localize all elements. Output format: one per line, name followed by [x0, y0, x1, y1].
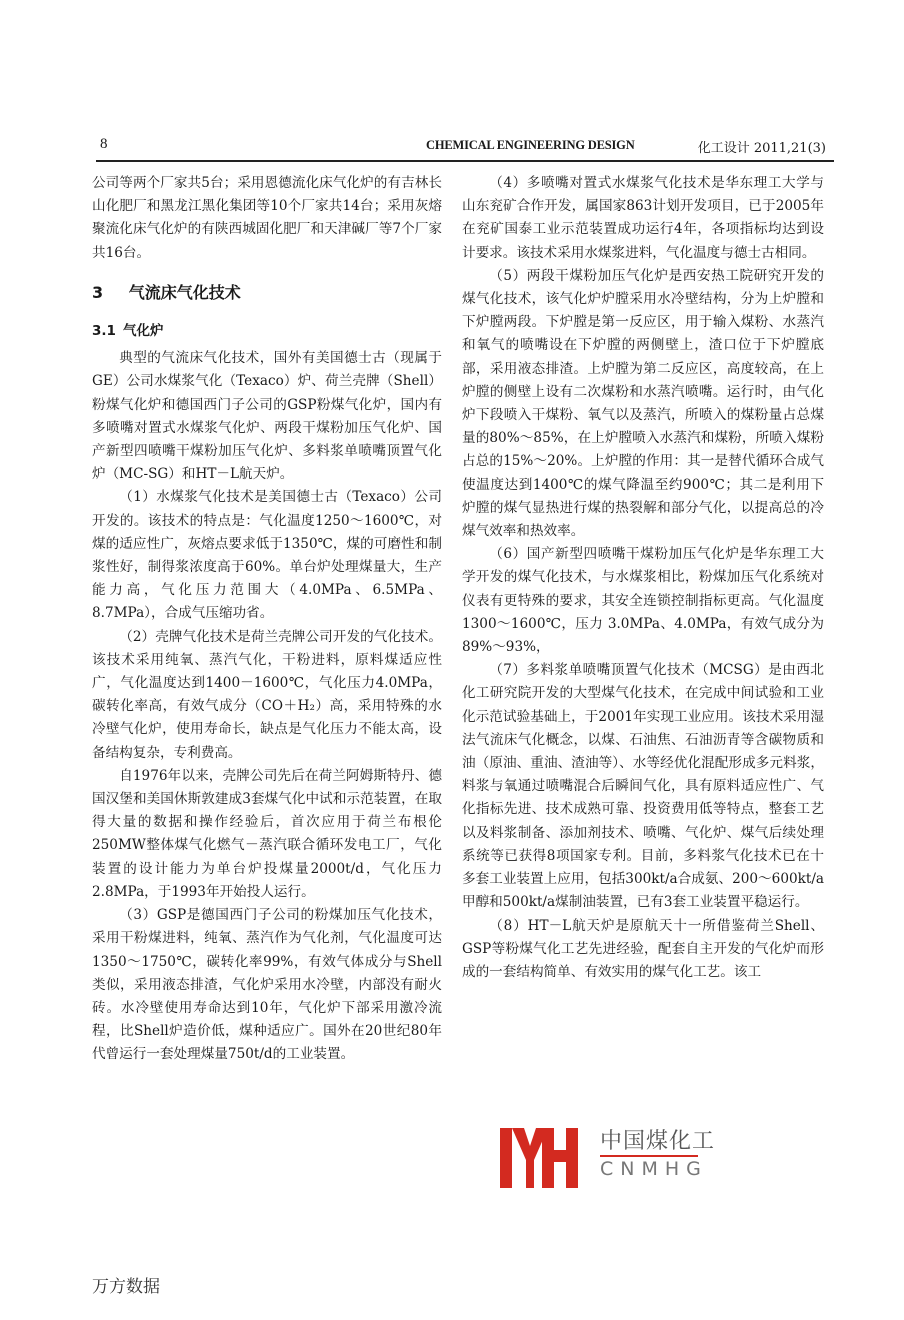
- paragraph: （3）GSP是德国西门子公司的粉煤加压气化技术，采用干粉煤进料，纯氧、蒸汽作为气化剂，气化温度可达1350～1750℃，碳转化率99%，有效气体成分与Shell类似，采用液态排渣，气化炉采用水冷壁，内部没有耐火砖。水冷壁使用寿命达到10年，气化炉下部采用激冷流程，比Shell炉造价低，煤种适应广。国外在20世纪80年代曾运行一套处理煤量750t/d的工业装置。: [92, 907, 442, 1063]
- mh-logo-icon: [500, 1128, 578, 1188]
- watermark-underline: [600, 1155, 698, 1157]
- paragraph: 典型的气流床气化技术，国外有美国德士古（现属于GE）公司水煤浆气化（Texaco）炉、荷兰壳牌（Shell）粉煤气化炉和德国西门子公司的GSP粉煤气化炉，国内有多喷嘴对置式水煤浆气化炉、两段干煤粉加压气化炉、国产新型四喷嘴干煤粉加压气化炉、多料浆单喷嘴顶置气化炉（MC-SG）和HT－L航天炉。: [92, 350, 442, 483]
- left-column: [92, 172, 442, 1067]
- paragraph: （8）HT－L航天炉是原航天十一所借鉴荷兰Shell、GSP等粉煤气化工艺先进经验，配套自主开发的气化炉而形成的一套结构简单、有效实用的煤气化工艺。该工: [462, 917, 824, 980]
- paragraph: （4）多喷嘴对置式水煤浆气化技术是华东理工大学与山东兖矿合作开发，属国家863计划开发项目，已于2005年在兖矿国泰工业示范装置成功运行4年，各项指标均达到设计要求。该技术采用水煤浆进料，气化温度与德士古相同。: [462, 175, 824, 261]
- page-number: 8: [100, 136, 108, 152]
- paragraph: （5）两段干煤粉加压气化炉是西安热工院研究开发的煤气化技术，该气化炉炉膛采用水冷壁结构，分为上炉膛和下炉膛两段。下炉膛是第一反应区，用于输入煤粉、水蒸汽和氧气的喷嘴设在下炉膛的两侧壁上，渣口位于下炉膛底部，采用液态排渣。上炉膛为第二反应区，高度较高，在上炉膛的侧壁上设有二次煤粉和水蒸汽喷嘴。运行时，由气化炉下段喷入干煤粉、氧气以及蒸汽，所喷入的煤粉量占总煤量的80%～85%，在上炉膛喷入水蒸汽和煤粉，所喷入煤粉占总的15%～20%。上炉膛的作用：其一是替代循环合成气使温度达到1400℃的煤气降温至约900℃；其二是利用下炉膛的煤气显热进行煤的热裂解和部分气化，以提高总的冷煤气效率和热效率。: [462, 267, 824, 540]
- right-column: [462, 172, 824, 984]
- subsection-heading: [92, 320, 442, 343]
- paragraph: 自1976年以来，壳牌公司先后在荷兰阿姆斯特丹、德国汉堡和美国休斯敦建成3套煤气化中试和示范装置，在取得大量的数据和操作经验后，首次应用于荷兰布根伦250MW整体煤气化燃气－蒸汽联合循环发电工厂，气化装置的设计能力为单台炉投煤量2000t/d，气化压力2.8MPa，于1993年开始投人运行。: [92, 767, 442, 900]
- watermark-name-cn: 中国煤化工: [600, 1129, 716, 1154]
- journal-issue: 化工设计 2011,21(3): [697, 141, 826, 156]
- paragraph: （1）水煤浆气化技术是美国德士古（Texaco）公司开发的。该技术的特点是：气化温度1250～1600℃，对煤的适应性广，灰熔点要求低于1350℃，煤的可磨性和制浆性好，制得浆浓度高于60%。单台炉处理煤量大，生产能力高，气化压力范围大（4.0MPa、6.5MPa、8.7MPa），合成气压缩功省。: [92, 489, 442, 622]
- paragraph: 公司等两个厂家共5台；采用恩德流化床气化炉的有吉林长山化肥厂和黑龙江黑化集团等10个厂家共14台；采用灰熔聚流化床气化炉的有陕西城固化肥厂和天津碱厂等7个厂家共16台。: [92, 175, 442, 261]
- section-number: 3: [92, 282, 104, 302]
- subsection-title: 气化炉: [123, 323, 164, 340]
- section-heading: [92, 281, 442, 304]
- paragraph: （2）壳牌气化技术是荷兰壳牌公司开发的气化技术。该技术采用纯氧、蒸汽气化，干粉进料，原料煤适应性广，气化温度达到1400－1600℃，气化压力4.0MPa，碳转化率高，有效气成分（CO＋H₂）高，采用特殊的水冷壁气化炉，使用寿命长，缺点是气化压力不能太高，设备结构复杂，专利费高。: [92, 628, 442, 761]
- header-rule: [96, 160, 834, 162]
- section-title: 气流床气化技术: [128, 282, 241, 302]
- watermark-name-en: CNMHG: [600, 1158, 708, 1180]
- subsection-number: 3.1: [92, 323, 116, 340]
- source-footer: 万方数据: [92, 1277, 160, 1297]
- journal-title: CHEMICAL ENGINEERING DESIGN: [426, 138, 635, 152]
- watermark-logo: [500, 1118, 820, 1190]
- paragraph: （7）多料浆单喷嘴顶置气化技术（MCSG）是由西北化工研究院开发的大型煤气化技术，在完成中间试验和工业化示范试验基础上，于2001年实现工业应用。该技术采用湿法气流床气化概念，以煤、石油焦、石油沥青等含碳物质和油（原油、重油、渣油等）、水等经优化混配形成多元料浆，料浆与氧通过喷嘴混合后瞬间气化，具有原料适应性广、气化指标先进、技术成熟可靠、投资费用低等特点，整套工艺以及料浆制备、添加剂技术、喷嘴、气化炉、煤气后续处理系统等已获得8项国家专利。目前，多料浆气化技术已在十多套工业装置上应用，包括300kt/a合成氨、200～600kt/a甲醇和500kt/a煤制油装置，已有3套工业装置平稳运行。: [462, 662, 824, 911]
- paragraph: （6）国产新型四喷嘴干煤粉加压气化炉是华东理工大学开发的煤气化技术，与水煤浆相比，粉煤加压气化系统对仪表有更特殊的要求，其安全连锁控制指标更高。气化温度1300～1600℃，压力 3.0MPa、4.0MPa，有效气成分为89%～93%，: [462, 546, 824, 656]
- running-header: [96, 136, 836, 158]
